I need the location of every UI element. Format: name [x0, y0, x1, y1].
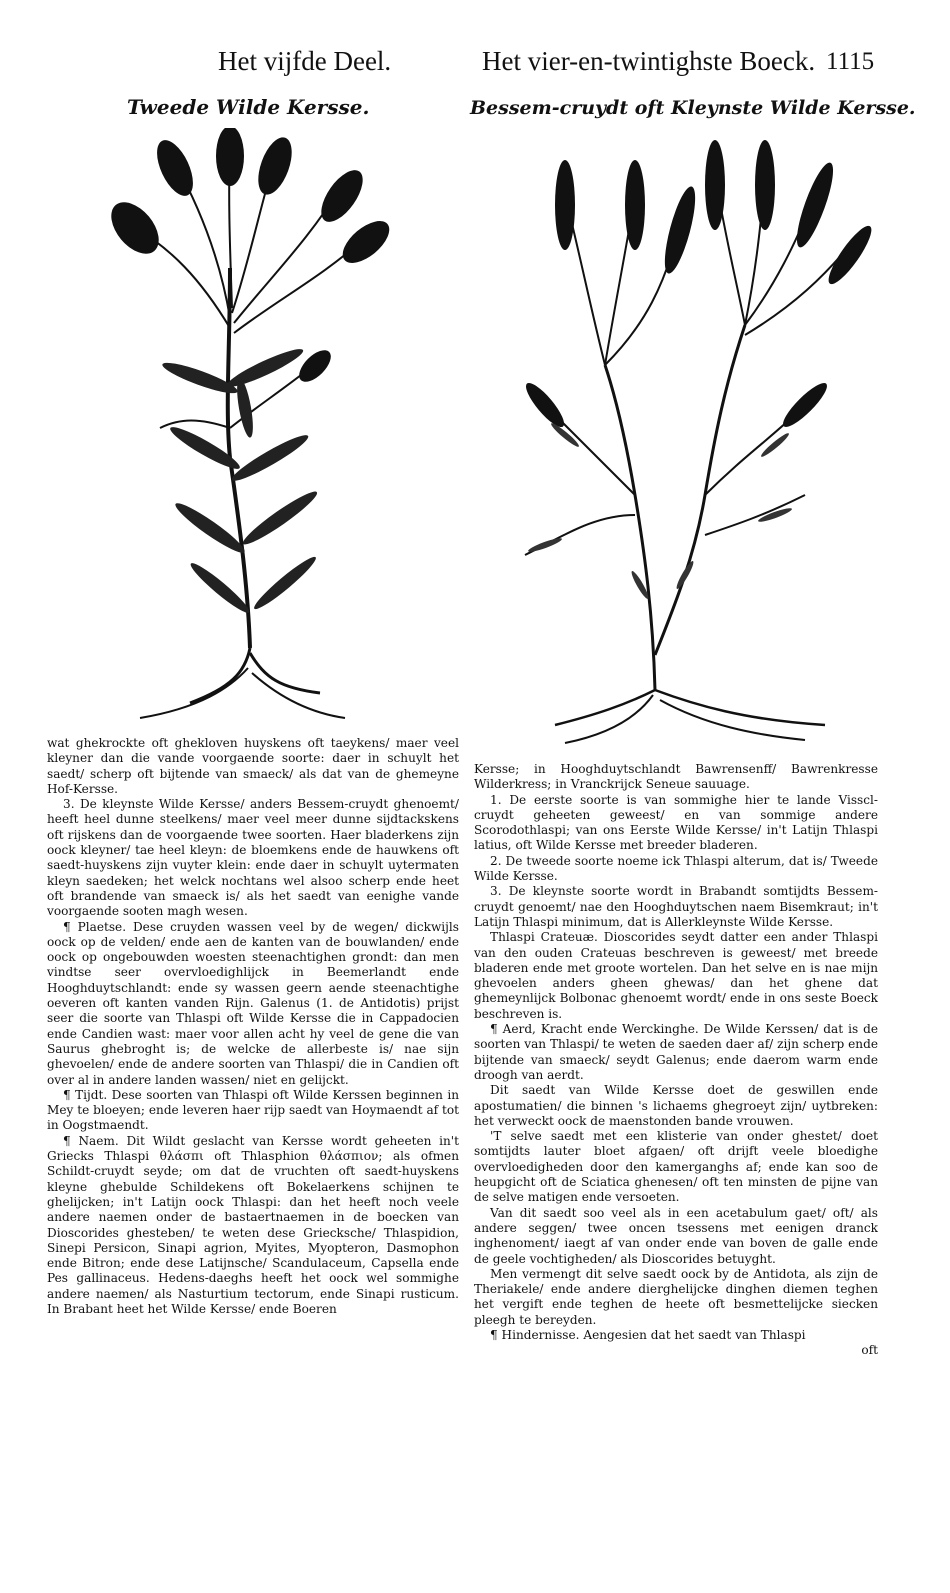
right-paragraph-4: 3. De kleynste soorte wordt in Brabandt somtijdts Bessem-cruydt genoemt/ nae den Hooghduytschen naem Bisemkraut; in't Latijn Thlaspi minimum, dat is Allerkleynste Wilde Kersse.	[474, 884, 878, 929]
left-paragraph-3: ¶ Plaetse. Dese cruyden wassen veel by de wegen/ dickwijls oock op de velden/ ende aen de kanten van de bouwlanden/ ende oock op ongebouwden woesten steenachtighen grondt: dan men vindtse seer overvloedighlijck in Beemerlandt ende Hooghduytschlandt: ende sy wassen geern aende steenachtighe oeveren oft kanten vanden Rijn. Galenus (1. de Antidotis) prijst seer die soorte van Thlaspi oft Wilde Kersse die in Cappadocien ende Candien wast: maer voor allen acht hy veel de gene die van Saurus ghebroght is; de welcke de allerbeste is/ nae sijn ghevoelen/ ende de andere soorten van Thlaspi/ die in Candien oft over al in andere landen wassen/ niet en gelijckt.	[47, 919, 459, 1087]
right-paragraph-7: Dit saedt van Wilde Kersse doet de geswillen ende apostumatien/ die binnen 's lichaems ghegroeyt zijn/ uytbreken: het verweckt oock de maenstonden bande vrouwen.	[474, 1083, 878, 1128]
left-paragraph-5: ¶ Naem. Dit Wildt geslacht van Kersse wordt geheeten in't Griecks Thlaspi θλάσπι oft Thlasphion θλάσπιον; als ofmen Schildt-cruydt seyde; om dat de vruchten oft saedt-huyskens kleyne ghebulde Schildekens oft Bokelaerkens schijnen te ghelijcken; in't Latijn oock Thlaspi: dan het heeft noch veele andere naemen onder de bastaertnaemen in de boecken van Dioscorides ghesteben/ te weten dese Griecksche/ Thlaspidion, Sinepi Persicon, Sinapi agrion, Myites, Myopteron, Dasmophon ende Bitron; ende dese Latijnsche/ Scandulaceum, Capsella ende Pes gallinaceus. Hedens-daeghs heeft het oock wel sommighe andere naemen/ als Nasturtium tectorum, ende Sinapi rusticum. In Brabant heet het Wilde Kersse/ ende Boeren	[47, 1133, 459, 1316]
right-paragraph-11: ¶ Hindernisse. Aengesien dat het saedt van Thlaspi	[490, 1327, 806, 1342]
right-paragraph-2: 1. De eerste soorte is van sommighe hier te lande Visscl-cruydt geheeten geweest/ en van sommige andere Scorodothlaspi; van ons Eerste Wilde Kersse/ in't Latijn Thlaspi latius, oft Wilde Kersse met breeder bladeren.	[474, 792, 878, 853]
right-paragraph-1: Kersse; in Hooghduytschlandt Bawrensenff/ Bawrenkresse Wilderkress; in Vranckrijck Seneue sauuage.	[474, 762, 878, 792]
left-paragraph-1: wat ghekrockte oft ghekloven huyskens oft taeykens/ maer veel kleyner dan die vande voorgaende soorte: daer in schuylt het saedt/ scherp oft bijtende van smaeck/ als dat van de ghemeyne Hof-Kersse.	[47, 736, 459, 796]
right-text-column	[474, 762, 878, 1359]
right-figure-caption: Bessem-cruydt oft Kleynste Wilde Kersse.	[470, 97, 916, 119]
right-paragraph-3: 2. De tweede soorte noeme ick Thlaspi alterum, dat is/ Tweede Wilde Kersse.	[474, 853, 878, 884]
right-paragraph-8: 'T selve saedt met een klisterie van onder ghestet/ doet somtijdts lauter bloet afgaen/ oft drijft veele bloedighe overvloedigheden door den kamerganghs af; ende kan soo de heupgicht oft de Sciatica ghenesen/ oft ten minsten de pijne van de selve matigen ende versoeten.	[474, 1129, 878, 1205]
page-number: 1115	[826, 48, 875, 75]
left-paragraph-4: ¶ Tijdt. Dese soorten van Thlaspi oft Wilde Kerssen beginnen in Mey te bloeyen; ende leveren haer rijp saedt van Hoymaendt af tot in Oogstmaendt.	[47, 1087, 459, 1133]
right-running-title: Het vier-en-twintighste Boeck.	[482, 46, 816, 76]
left-paragraph-2: 3. De kleynste Wilde Kersse/ anders Bessem-cruydt ghenoemt/ heeft heel dunne steelkens/ maer veel meer dunne sijdtackskens oft rijskens dan de voorgaende twee soorten. Haer bladerkens zijn oock kleyner/ tae heel kleyn: de bloemkens ende de hauwkens oft saedt-huyskens zijn vuyter klein: ende daer in schuylt uytermaten kleyn saedeken; het welck nochtans wel alsoo scherp ende heet oft brandende van smaeck is/ als het saedt van eenighe vande voorgaende sooten magh wesen.	[47, 797, 459, 919]
right-paragraph-6: ¶ Aerd, Kracht ende Werckinghe. De Wilde Kerssen/ dat is de soorten van Thlaspi/ te weten de saeden daer af/ zijn scherp ende bijtende van smaeck/ seydt Galenus; ende daerom warm ende droogh van aerdt.	[474, 1022, 878, 1082]
right-paragraph-5: Thlaspi Crateuæ. Dioscorides seydt datter een ander Thlaspi van den ouden Crateuas beschreven is geweest/ met breede bladeren ende met groote wortelen. Dan het selve en is nae mijn ghevoelen anders gheen ghewas/ dan het ghene dat ghemeynlijck Bolbonac ghenoemt wordt/ ende in ons seste Boeck beschreven is.	[474, 930, 878, 1021]
catchword: oft	[861, 1343, 878, 1358]
left-running-title: Het vijfde Deel.	[218, 46, 392, 76]
left-text-column	[47, 736, 459, 1317]
plant-illustration-bessem-cruydt	[505, 135, 875, 750]
right-paragraph-9: Van dit saedt soo veel als in een acetabulum gaet/ oft/ als andere seggen/ twee oncen tsessens met eenigen dranck inghenoment/ iaegt af van onder ende van boven de galle ende de geele vochtigheden/ als Dioscorides betuyght.	[474, 1205, 878, 1266]
left-figure-caption: Tweede Wilde Kersse.	[127, 95, 370, 119]
right-paragraph-10: Men vermengt dit selve saedt oock by de Antidota, als zijn de Theriakele/ ende andere dierghelijcke dinghen diemen teghen het vergift ende teghen de heete oft besmettelijcke siecken pleegh te bereyden.	[474, 1266, 878, 1327]
plant-illustration-tweede-wilde-kersse	[80, 128, 450, 728]
